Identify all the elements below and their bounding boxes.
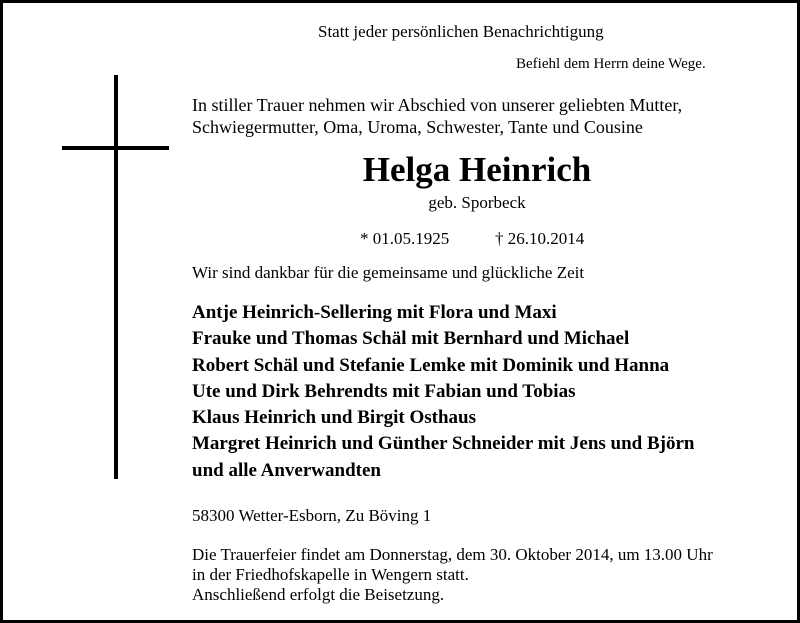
mourner-line: Antje Heinrich-Sellering mit Flora und Maxi <box>192 302 557 323</box>
address: 58300 Wetter-Esborn, Zu Böving 1 <box>192 506 432 525</box>
intro-line: In stiller Trauer nehmen wir Abschied von unserer geliebten Mutter, <box>192 95 683 115</box>
intro-text <box>192 94 682 138</box>
funeral-info <box>192 545 713 605</box>
funeral-line: in der Friedhofskapelle in Wengern statt. <box>192 565 469 584</box>
thanks-text: Wir sind dankbar für die gemeinsame und glückliche Zeit <box>192 263 585 282</box>
mourner-line: und alle Anverwandten <box>192 459 381 481</box>
funeral-line: Die Trauerfeier findet am Donnerstag, dem 30. Oktober 2014, um 13.00 Uhr <box>192 545 713 564</box>
mourner-line: Ute und Dirk Behrendts mit Fabian und Tobias <box>192 380 576 402</box>
mourner-line: Klaus Heinrich und Birgit Osthaus <box>192 407 477 429</box>
mourner-line: Frauke und Thomas Schäl mit Bernhard und Michael <box>192 328 630 350</box>
maiden-name: geb. Sporbeck <box>428 193 526 212</box>
mourners-list <box>192 300 694 484</box>
funeral-line: Anschließend erfolgt die Beisetzung. <box>192 585 445 604</box>
motto: Befiehl dem Herrn deine Wege. <box>516 56 706 72</box>
mourner-line: Robert Schäl und Stefanie Lemke mit Dominik und Hanna <box>192 354 670 376</box>
mourner-line: Margret Heinrich und Günther Schneider mit Jens und Björn <box>192 433 695 455</box>
deceased-name: Helga Heinrich <box>362 150 592 189</box>
intro-line: Schwiegermutter, Oma, Uroma, Schwester, Tante und Cousine <box>192 117 643 137</box>
notice-header: Statt jeder persönlichen Benachrichtigung <box>318 22 604 41</box>
birth-date: * 01.05.1925 <box>360 229 450 248</box>
death-date: † 26.10.2014 <box>495 229 585 248</box>
cross-vertical-bar <box>114 75 118 479</box>
